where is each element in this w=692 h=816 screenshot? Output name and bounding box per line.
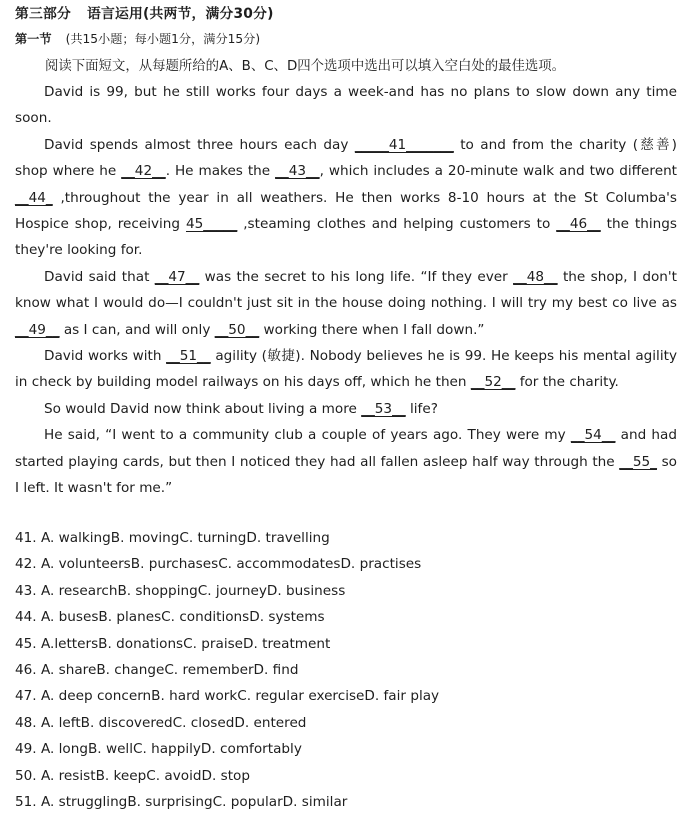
text: to and from the charity (慈善) shop where he — [15, 136, 677, 180]
text: ,throughout the year in all weathers. He then works 8-10 hours at the St Columba's Hospice shop, receiving — [15, 189, 677, 233]
option-line-50: 50. A. resistB. keepC. avoidD. stop — [15, 767, 250, 784]
paragraph-5 — [15, 396, 677, 422]
option-line-51: 51. A. strugglingB. surprisingC. popularD. similar — [15, 793, 348, 810]
blank-46: __46__ — [556, 216, 601, 233]
option-line-48: 48. A. leftB. discoveredC. closedD. entered — [15, 714, 307, 731]
text: was the secret to his long life. “If they ever — [199, 268, 514, 285]
passage — [15, 79, 677, 502]
text: agility (敏捷). Nobody believes he is 99. He keeps his mental agility in check by building model railways on his days off, which he then — [15, 348, 677, 391]
option-line-46: 46. A. shareB. changeC. rememberD. find — [15, 661, 299, 678]
blank-45: 45_____ — [185, 216, 238, 233]
text: He said, “I went to a community club a couple of years ago. They were my — [44, 427, 571, 444]
blank-42: __42__ — [121, 163, 166, 180]
blank-43: __43__ — [275, 163, 320, 180]
text: as I can, and will only — [59, 321, 215, 338]
text: working there when I fall down.” — [259, 321, 485, 338]
text: for the charity. — [515, 374, 619, 391]
instructions: 阅读下面短文，从每题所给的A、B、C、D四个选项中选出可以填入空白处的最佳选项。 — [45, 59, 566, 74]
text: David works with — [44, 348, 167, 365]
section-title — [15, 2, 274, 22]
subsection-label: 第一节 — [15, 32, 52, 46]
text: so I left. It wasn't for me.” — [15, 453, 677, 497]
text: and had started playing cards, but then I noticed they had all fallen asleep half way through the — [15, 427, 678, 470]
text: David spends almost three hours each day — [44, 136, 355, 153]
option-line-43: 43. A. researchB. shoppingC. journeyD. business — [15, 582, 346, 599]
text: the shop, I don't know what I would do—I couldn't just sit in the house doing nothing. I will try my best co live as — [15, 268, 677, 312]
text: , which includes a 20-minute walk and two different — [319, 163, 678, 180]
subsection-info: (共15小题；每小题1分，满分15分) — [65, 32, 261, 46]
option-line-45: 45. A.lettersB. donationsC. praiseD. treatment — [15, 635, 331, 652]
text: the things they're looking for. — [15, 216, 677, 259]
option-line-41: 41. A. walkingB. movingC. turningD. travelling — [15, 530, 330, 546]
section-name: 语言运用(共两节，满分30分) — [87, 6, 274, 22]
paragraph-1: David is 99, but he still works four days a week-and has no plans to slow down any time soon. — [15, 84, 677, 127]
options-list — [15, 525, 677, 815]
paragraph-6 — [15, 422, 677, 501]
blank-55: __55_ — [619, 453, 657, 470]
paragraph-4 — [15, 343, 677, 396]
blank-48: __48__ — [513, 268, 558, 285]
text: David said that — [44, 268, 155, 285]
option-line-47: 47. A. deep concernB. hard workC. regular exerciseD. fair play — [15, 688, 440, 705]
section-part: 第三部分 — [15, 6, 71, 22]
subsection-heading — [15, 30, 260, 47]
text: life? — [405, 400, 438, 417]
blank-52: __52__ — [470, 374, 516, 391]
blank-44: __44_ — [15, 189, 53, 206]
blank-49: __49__ — [15, 321, 60, 338]
text: So would David now think about living a more — [44, 400, 362, 417]
option-line-44: 44. A. busesB. planesC. conditionsD. systems — [15, 609, 325, 626]
blank-50: __50__ — [214, 321, 260, 338]
option-line-42: 42. A. volunteersB. purchasesC. accommodatesD. practises — [15, 556, 422, 573]
blank-53: __53__ — [361, 400, 406, 417]
blank-41: _____41_______ — [354, 136, 454, 153]
paragraph-3 — [15, 264, 677, 343]
text: . He makes the — [165, 163, 276, 180]
blank-54: __54__ — [570, 427, 616, 444]
blank-51: __51__ — [166, 348, 211, 365]
option-line-49: 49. A. longB. wellC. happilyD. comfortably — [15, 741, 302, 758]
text: ,steaming clothes and helping customers to — [237, 216, 557, 233]
blank-47: __47__ — [154, 268, 200, 285]
paragraph-2 — [15, 132, 677, 264]
